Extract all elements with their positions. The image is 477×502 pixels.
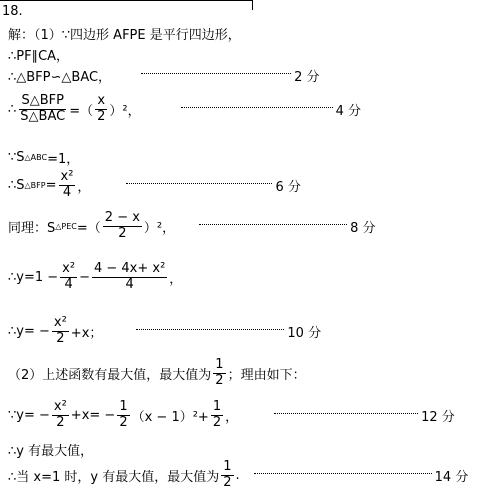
one-half-fraction [213,358,225,389]
minus-sign: − [79,269,90,285]
fraction-denominator: 2 [215,372,224,388]
line-11 [8,400,455,431]
line-1 [8,24,241,43]
x2-over-2-fraction [52,316,69,347]
fraction-numerator: 1 [223,459,232,474]
line-9-tail: +x； [70,325,103,341]
fraction-denominator: 2 [212,414,222,430]
line-2 [8,45,69,64]
line-6-pre: ∴S [8,177,25,193]
line-5-pre: ∵S [8,150,25,165]
line-12 [8,440,93,459]
fraction-numerator: 1 [119,399,128,414]
fraction-numerator: 1 [212,399,222,414]
fraction-denominator: 4 [62,184,72,200]
fraction-denominator: 4 [64,276,73,292]
fraction-denominator: S△BAC [20,108,66,124]
line-11-mid2: （x − 1）²+ [131,409,209,425]
line-8-tail: ， [169,271,183,287]
x-over-2-fraction [95,94,107,125]
fraction-numerator: x² [62,261,76,276]
fraction-numerator: x [97,93,106,108]
line-9-pre: ∴y= − [8,323,50,339]
line-8-pre: ∴y=1 − [8,269,59,285]
line-7 [8,211,376,242]
line-6-sub: △BFP [24,180,46,190]
score-label: 6 分 [275,179,301,195]
fraction-numerator: 4 − 4x+ x² [93,261,166,276]
line-10-tail: ；理由如下： [227,367,306,383]
score-label: 12 分 [421,409,455,425]
line-11-mid: +x= − [70,407,116,423]
line-7-sub: △PEC [55,221,77,231]
line-6-tail: ， [77,179,91,195]
line-8 [8,262,182,293]
one-half-fraction [117,400,129,431]
score-leader [274,413,418,414]
score-label: 8 分 [350,220,376,236]
equals-paren: =（ [69,103,94,119]
line-5 [8,148,79,167]
line-13 [8,460,468,491]
line-10-pre: （2）上述函数有最大值，最大值为 [8,367,212,383]
line-11-tail: ， [225,409,239,425]
line-12-text: ∴y 有最大值， [8,444,94,459]
one-half-fraction [221,460,233,491]
fraction-numerator: S△BFP [21,93,64,108]
line-6 [8,170,301,201]
score-leader [141,73,291,74]
fraction-denominator: 2 [119,414,128,430]
score-label: 4 分 [335,103,362,119]
x2-over-2-fraction [52,400,69,431]
two-minus-x-fraction [103,211,142,242]
fraction-denominator: 2 [118,225,127,241]
fraction-numerator: 2 − x [104,210,140,225]
area-ratio-fraction [18,94,67,125]
fraction-numerator: x² [53,315,67,330]
score-label: 14 分 [434,469,469,485]
one-half-fraction [211,400,223,431]
line-4 [8,94,361,125]
fraction-numerator: x² [53,399,67,414]
score-label: 2 分 [294,70,320,85]
line-3 [8,66,319,85]
top-rule [0,0,252,1]
score-leader [126,183,272,184]
score-leader [199,224,347,225]
score-leader [136,329,284,330]
line-13-tail: . [235,467,240,483]
fraction-denominator: 2 [223,474,232,490]
fraction-denominator: 2 [56,414,65,430]
quadratic-over-4-fraction [92,262,167,293]
line-4-tail: ）²， [109,103,141,119]
line-9 [8,316,321,347]
line-3-text: ∴△BFP∽△BAC， [8,70,112,85]
line-5-sub: △ABC [24,153,48,162]
line-13-pre: ∴当 x=1 时，y 有最大值，最大值为 [8,469,220,485]
line-7-tail: ）²， [143,220,176,236]
fraction-denominator: 2 [56,330,65,346]
top-rule-tick [252,0,253,10]
fraction-denominator: 2 [97,108,106,124]
problem-number-text: 18. [2,4,23,19]
line-11-pre: ∵y= − [8,407,50,423]
line-2-text: ∴PF∥CA， [8,49,70,64]
line-6-eq: = [45,177,57,193]
line-7-pre: 同理：S [8,220,56,236]
line-5-post: =1， [47,152,80,167]
x2-over-4-fraction [59,170,76,201]
line-7-eq: =（ [76,220,101,236]
problem-number [2,4,23,19]
score-leader [254,473,432,474]
x2-over-4-fraction [60,262,77,293]
score-label: 10 分 [287,325,322,341]
line-10 [8,358,306,389]
fraction-denominator: 4 [125,276,134,292]
fraction-numerator: x² [60,169,74,184]
fraction-numerator: 1 [215,357,224,372]
score-leader [181,107,333,108]
therefore-symbol: ∴ [8,101,17,117]
line-1-text: 解：（1）∵四边形 AFPE 是平行四边形， [8,28,241,43]
